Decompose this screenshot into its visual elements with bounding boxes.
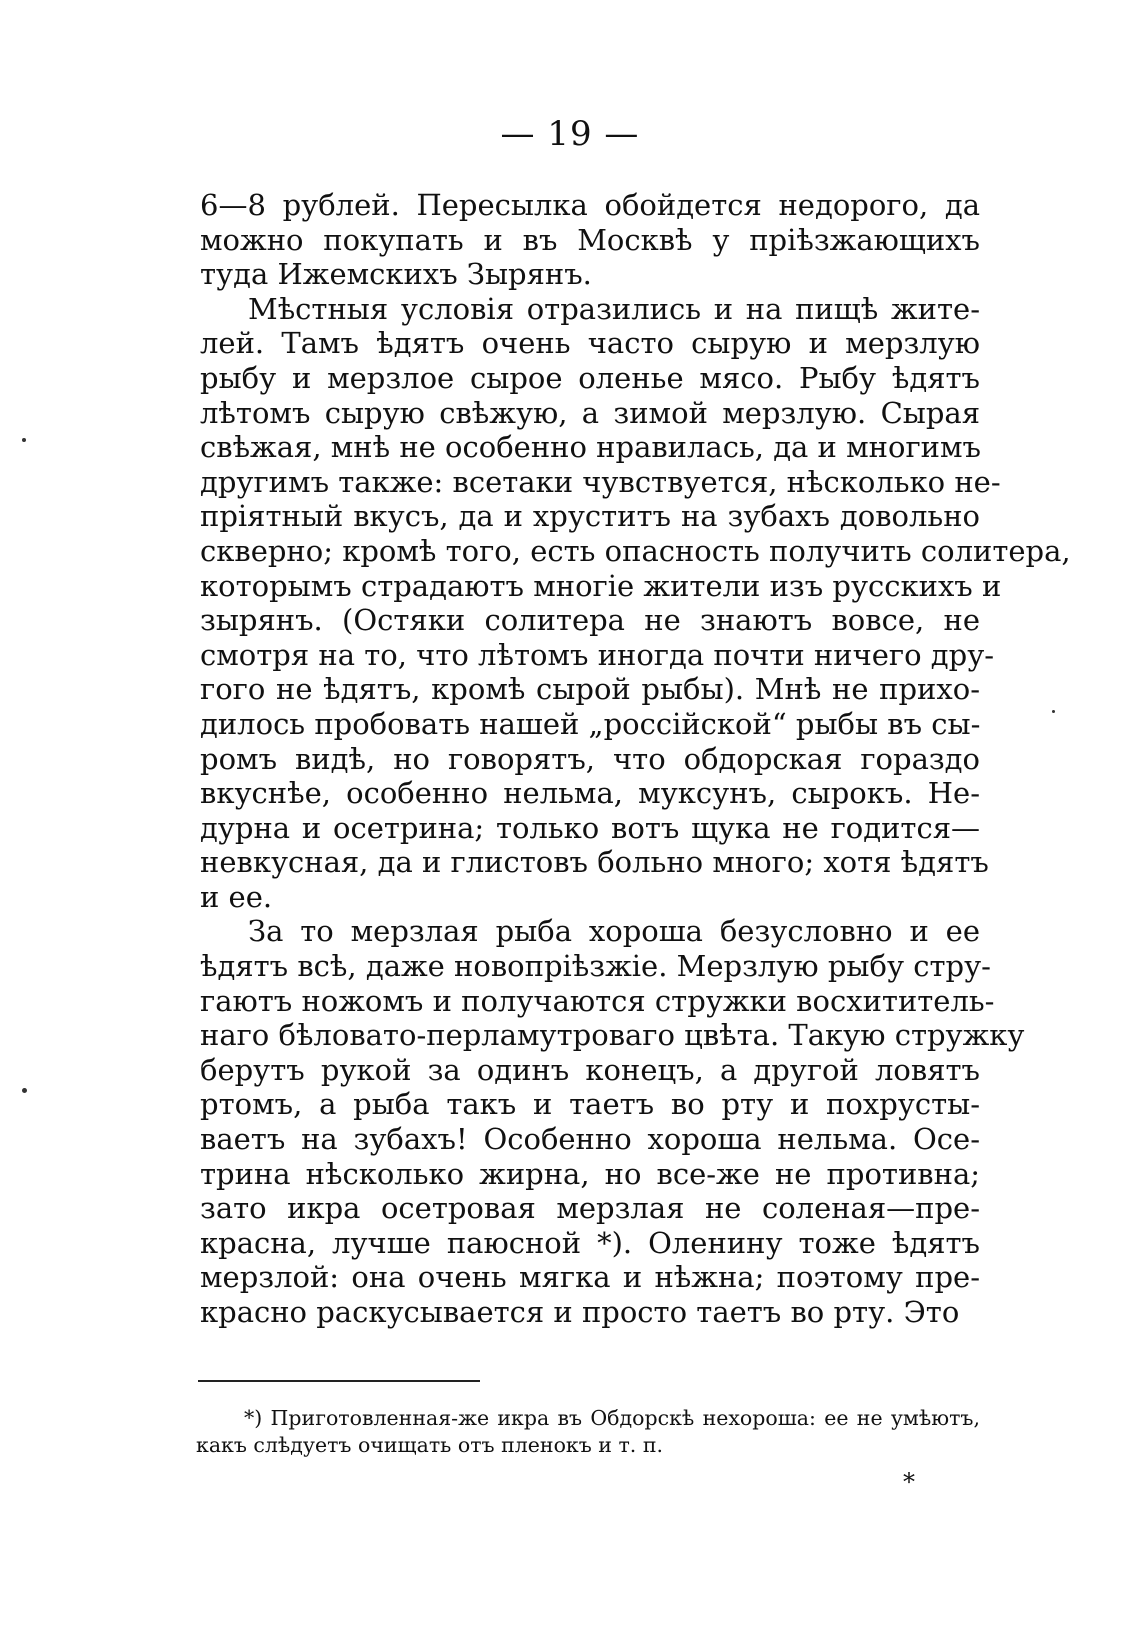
text-line: наго бѣловато-перламутроваго цвѣта. Такую стружку [200,1018,1025,1053]
text-line: другимъ также: всетаки чувствуется, нѣсколько не- [200,464,1001,499]
text-line: которымъ страдаютъ многіе жители изъ русскихъ и [200,568,1002,603]
text-line: 6—8 рублей. Пересылка обойдется недорого, да [200,188,980,222]
page-number: — 19 — [500,114,640,154]
text-line: Мѣстныя условія отразились и на пищѣ жите- [248,291,980,326]
text-line: зато икра осетровая мерзлая не соленая—пре- [200,1191,980,1226]
paragraph [200,914,1025,1329]
text-line: дурна и осетрина; только вотъ щука не годится— [200,810,980,845]
text-line: ѣдятъ всѣ, даже новопріѣзжіе. Мерзлую рыбу стру- [200,949,991,984]
text-line: свѣжая, мнѣ не особенно нравилась, да и многимъ [200,430,981,465]
text-line: зырянъ. (Остяки солитера не знаютъ вовсе, не [200,603,980,638]
text-line: дилось пробовать нашей „россійской“ рыбы въ сы- [200,706,981,741]
print-speck [22,1088,27,1093]
text-line: За то мерзлая рыба хороша безусловно и ее [248,914,980,949]
text-line: гого не ѣдятъ, кромѣ сырой рыбы). Мнѣ не прихо- [200,672,980,707]
footnote [196,1405,980,1459]
text-line: берутъ рукой за одинъ конецъ, а другой ловятъ [200,1052,980,1087]
paragraph [200,291,1071,915]
text-line: туда Ижемскихъ Зырянъ. [200,257,592,292]
text-line: ваетъ на зубахъ! Особенно хороша нельма. Осе- [200,1122,980,1157]
text-line: рыбу и мерзлое сырое оленье мясо. Рыбу ѣдятъ [200,360,980,395]
footnote-line: какъ слѣдуетъ очищать отъ пленокъ и т. п. [196,1433,664,1457]
text-line: лей. Тамъ ѣдятъ очень часто сырую и мерзлую [200,326,980,361]
signature-mark: * [903,1468,915,1496]
text-line: вкуснѣе, особенно нельма, муксунъ, сырокъ. Не- [200,776,980,811]
text-line: смотря на то, что лѣтомъ иногда почти ничего дру- [200,637,995,672]
main-text [200,188,1071,1330]
text-line: лѣтомъ сырую свѣжую, а зимой мерзлую. Сырая [200,395,980,430]
text-line: мерзлой: она очень мягка и нѣжна; поэтому пре- [200,1260,980,1295]
text-line: ромъ видѣ, но говорятъ, что обдорская гораздо [200,741,980,776]
print-speck [1052,710,1055,713]
print-speck [22,438,26,442]
text-line: трина нѣсколько жирна, но все-же не противна; [200,1156,980,1191]
text-line: ртомъ, а рыба такъ и таетъ во рту и похрусты- [200,1087,980,1122]
text-line: и ее. [200,879,273,914]
text-line: красно раскусывается и просто таетъ во рту. Это [200,1295,960,1329]
text-line: красна, лучше паюсной *). Оленину тоже ѣдятъ [200,1225,980,1260]
footnote-line: *) Приготовленная-же икра въ Обдорскѣ нехороша: ее не умѣютъ, [244,1406,980,1430]
paragraph [200,188,980,292]
text-line: можно покупать и въ Москвѣ у пріѣзжающихъ [200,222,980,257]
text-line: невкусная, да и глистовъ больно много; хотя ѣдятъ [200,845,989,880]
footnote-divider [198,1380,480,1382]
text-line: скверно; кромѣ того, есть опасность получить солитера, [200,533,1071,568]
text-line: гаютъ ножомъ и получаются стружки восхититель- [200,983,995,1018]
text-line: пріятный вкусъ, да и хруститъ на зубахъ довольно [200,499,980,534]
